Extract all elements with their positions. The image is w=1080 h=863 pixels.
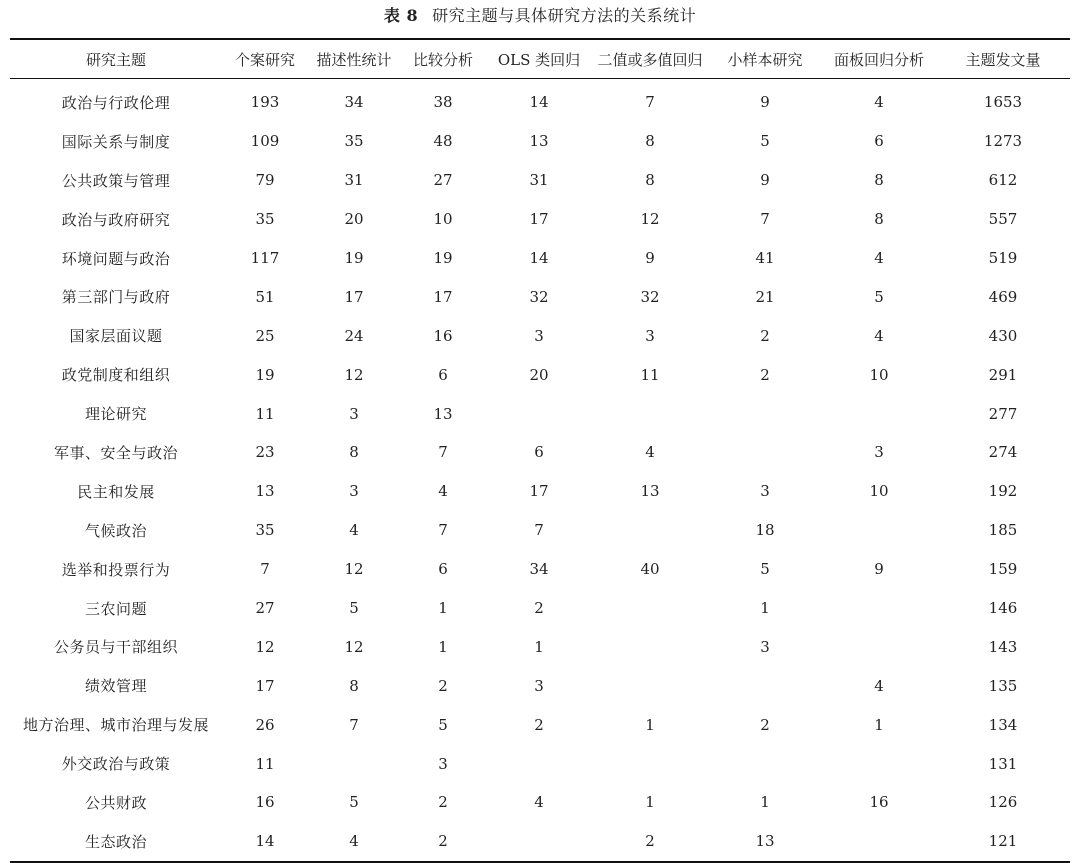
total-cell: 143 (988, 637, 1018, 656)
small-sample-cell: 3 (760, 637, 770, 656)
table-row (10, 394, 1070, 433)
descriptive-stats-cell: 12 (344, 560, 364, 579)
total-cell: 192 (988, 482, 1018, 501)
ols-cell (486, 744, 592, 783)
binary-multi-cell: 12 (640, 210, 660, 229)
descriptive-stats-cell: 7 (349, 715, 359, 734)
column-header-ols: OLS 类回归 (497, 50, 581, 69)
topic-cell: 绩效管理 (84, 677, 147, 696)
case-study-cell: 25 (255, 326, 275, 345)
ols-cell: 32 (529, 287, 549, 306)
header-row (10, 39, 1070, 79)
binary-multi-cell: 2 (645, 832, 655, 851)
table-row (10, 161, 1070, 200)
table-row (10, 122, 1070, 161)
binary-multi-cell: 3 (645, 326, 655, 345)
comparative-cell: 6 (438, 365, 448, 384)
descriptive-stats-cell: 12 (344, 365, 364, 384)
descriptive-stats-cell: 35 (344, 132, 364, 151)
descriptive-stats-cell: 8 (349, 676, 359, 695)
binary-multi-cell: 11 (640, 365, 660, 384)
comparative-cell: 19 (433, 249, 453, 267)
table-row (10, 550, 1070, 589)
panel-cell: 4 (874, 93, 884, 112)
table-row (10, 666, 1070, 705)
table-row (10, 472, 1070, 511)
table-row (10, 705, 1070, 744)
topic-cell: 政治与行政伦理 (61, 93, 171, 112)
ols-cell: 31 (529, 171, 549, 190)
panel-cell (822, 511, 936, 550)
small-sample-cell: 2 (760, 365, 770, 384)
topic-cell: 地方治理、城市治理与发展 (22, 716, 209, 735)
case-study-cell: 17 (255, 676, 275, 695)
panel-cell: 5 (874, 287, 884, 306)
topic-cell: 公务员与干部组织 (53, 638, 178, 657)
descriptive-stats-cell: 31 (344, 171, 364, 190)
total-cell: 134 (988, 715, 1018, 734)
ols-cell: 2 (534, 599, 544, 618)
small-sample-cell (708, 744, 822, 783)
topic-cell: 政党制度和组织 (61, 366, 171, 385)
table-caption (0, 4, 1080, 28)
panel-cell (822, 627, 936, 666)
binary-multi-cell: 9 (645, 249, 655, 267)
binary-multi-cell (592, 627, 708, 666)
topic-cell: 第三部门与政府 (61, 288, 171, 307)
panel-cell: 16 (869, 793, 889, 812)
small-sample-cell: 1 (760, 793, 770, 812)
panel-cell: 4 (874, 676, 884, 695)
table-row (10, 511, 1070, 550)
topic-cell: 环境问题与政治 (61, 249, 171, 268)
panel-cell: 8 (874, 171, 884, 190)
ols-cell: 4 (534, 793, 544, 812)
ols-cell (486, 394, 592, 433)
total-cell: 469 (988, 287, 1018, 306)
table-row (10, 627, 1070, 666)
comparative-cell: 48 (433, 132, 453, 151)
panel-cell: 9 (874, 560, 884, 579)
case-study-cell: 109 (250, 132, 280, 151)
table-row (10, 783, 1070, 822)
total-cell: 1273 (983, 132, 1023, 151)
topic-cell: 生态政治 (84, 832, 147, 851)
case-study-cell: 117 (250, 249, 280, 267)
small-sample-cell: 2 (760, 715, 770, 734)
comparative-cell: 16 (433, 326, 453, 345)
binary-multi-cell: 8 (645, 171, 655, 190)
table-row (10, 239, 1070, 278)
comparative-cell: 6 (438, 560, 448, 579)
binary-multi-cell: 4 (645, 443, 655, 462)
column-header-total: 主题发文量 (965, 50, 1041, 69)
panel-cell (822, 589, 936, 628)
total-cell: 121 (988, 832, 1018, 851)
small-sample-cell: 9 (760, 171, 770, 190)
case-study-cell: 13 (255, 482, 275, 501)
case-study-cell: 51 (255, 287, 275, 306)
ols-cell: 14 (529, 93, 549, 112)
case-study-cell: 23 (255, 443, 275, 462)
topic-cell: 国家层面议题 (69, 327, 163, 346)
descriptive-stats-cell: 34 (344, 93, 364, 112)
panel-cell (822, 744, 936, 783)
topic-cell: 公共政策与管理 (61, 171, 171, 190)
small-sample-cell: 3 (760, 482, 770, 501)
binary-multi-cell: 13 (640, 482, 660, 501)
case-study-cell: 11 (255, 404, 275, 423)
comparative-cell: 5 (438, 715, 448, 734)
comparative-cell: 2 (438, 676, 448, 695)
small-sample-cell: 5 (760, 560, 770, 579)
panel-cell: 4 (874, 326, 884, 345)
topic-cell: 政治与政府研究 (61, 210, 171, 229)
topic-cell: 民主和发展 (77, 482, 155, 501)
ols-cell: 20 (529, 365, 549, 384)
ols-cell (486, 822, 592, 862)
topic-cell: 理论研究 (84, 405, 147, 424)
total-cell: 274 (988, 443, 1018, 462)
total-cell: 519 (988, 249, 1018, 267)
binary-multi-cell: 32 (640, 287, 660, 306)
topic-cell: 气候政治 (84, 521, 147, 540)
small-sample-cell: 5 (760, 132, 770, 151)
comparative-cell: 13 (433, 404, 453, 423)
column-header-small-sample: 小样本研究 (727, 50, 803, 69)
descriptive-stats-cell: 8 (349, 443, 359, 462)
total-cell: 1653 (983, 93, 1023, 112)
panel-cell: 10 (869, 482, 889, 501)
total-cell: 430 (988, 326, 1018, 345)
case-study-cell: 19 (255, 365, 275, 384)
table-row (10, 316, 1070, 355)
total-cell: 159 (988, 560, 1018, 579)
binary-multi-cell (592, 394, 708, 433)
panel-cell: 8 (874, 210, 884, 229)
binary-multi-cell: 1 (645, 793, 655, 812)
topic-cell: 选举和投票行为 (61, 560, 171, 579)
comparative-cell: 17 (433, 287, 453, 306)
table-caption-title: 研究主题与具体研究方法的关系统计 (432, 6, 697, 25)
descriptive-stats-cell: 24 (344, 326, 364, 345)
comparative-cell: 7 (438, 521, 448, 540)
ols-cell: 6 (534, 443, 544, 462)
case-study-cell: 26 (255, 715, 275, 734)
case-study-cell: 16 (255, 793, 275, 812)
ols-cell: 14 (529, 249, 549, 267)
descriptive-stats-cell: 17 (344, 287, 364, 306)
total-cell: 612 (988, 171, 1018, 190)
total-cell: 557 (988, 210, 1018, 229)
panel-cell: 10 (869, 365, 889, 384)
case-study-cell: 79 (255, 171, 275, 190)
panel-cell: 3 (874, 443, 884, 462)
topic-cell: 外交政治与政策 (61, 755, 171, 774)
ols-cell: 17 (529, 210, 549, 229)
ols-cell: 2 (534, 715, 544, 734)
column-header-binary-multi: 二值或多值回归 (597, 50, 703, 69)
column-header-topic: 研究主题 (85, 50, 146, 69)
binary-multi-cell: 8 (645, 132, 655, 151)
descriptive-stats-cell: 4 (349, 832, 359, 851)
binary-multi-cell: 40 (640, 560, 660, 579)
table-row (10, 79, 1070, 122)
panel-cell: 1 (874, 715, 884, 734)
table-row (10, 744, 1070, 783)
case-study-cell: 35 (255, 210, 275, 229)
comparative-cell: 27 (433, 171, 453, 190)
case-study-cell: 14 (255, 832, 275, 851)
descriptive-stats-cell: 12 (344, 637, 364, 656)
comparative-cell: 3 (438, 754, 448, 773)
case-study-cell: 12 (255, 637, 275, 656)
table-row (10, 277, 1070, 316)
case-study-cell: 27 (255, 599, 275, 618)
table-row (10, 822, 1070, 862)
total-cell: 291 (988, 365, 1018, 384)
small-sample-cell: 1 (760, 599, 770, 618)
table-caption-label: 表 8 (383, 6, 419, 25)
small-sample-cell: 7 (760, 210, 770, 229)
column-header-case-study: 个案研究 (234, 50, 295, 69)
column-header-descriptive-stats: 描述性统计 (316, 50, 392, 69)
small-sample-cell: 2 (760, 326, 770, 345)
ols-cell: 17 (529, 482, 549, 501)
panel-cell (822, 822, 936, 862)
small-sample-cell: 18 (755, 521, 775, 540)
table-row (10, 433, 1070, 472)
ols-cell: 1 (534, 637, 544, 656)
case-study-cell: 11 (255, 754, 275, 773)
table-row (10, 355, 1070, 394)
descriptive-stats-cell: 5 (349, 793, 359, 812)
descriptive-stats-cell: 3 (349, 404, 359, 423)
table-row (10, 589, 1070, 628)
table-row (10, 200, 1070, 239)
descriptive-stats-cell (308, 744, 400, 783)
small-sample-cell: 21 (755, 287, 775, 306)
binary-multi-cell (592, 589, 708, 628)
descriptive-stats-cell: 3 (349, 482, 359, 501)
comparative-cell: 1 (438, 637, 448, 656)
small-sample-cell (708, 433, 822, 472)
ols-cell: 34 (529, 560, 549, 579)
total-cell: 146 (988, 599, 1018, 618)
descriptive-stats-cell: 20 (344, 210, 364, 229)
descriptive-stats-cell: 19 (344, 249, 364, 267)
total-cell: 126 (988, 793, 1018, 812)
table-body (10, 79, 1070, 862)
panel-cell (822, 394, 936, 433)
comparative-cell: 7 (438, 443, 448, 462)
comparative-cell: 1 (438, 599, 448, 618)
column-header-comparative: 比较分析 (412, 50, 473, 69)
comparative-cell: 4 (438, 482, 448, 501)
small-sample-cell: 13 (755, 832, 775, 851)
small-sample-cell: 41 (755, 249, 775, 267)
binary-multi-cell (592, 744, 708, 783)
comparative-cell: 2 (438, 793, 448, 812)
ols-cell: 3 (534, 676, 544, 695)
ols-cell: 7 (534, 521, 544, 540)
binary-multi-cell: 7 (645, 93, 655, 112)
descriptive-stats-cell: 4 (349, 521, 359, 540)
ols-cell: 13 (529, 132, 549, 151)
total-cell: 135 (988, 676, 1018, 695)
comparative-cell: 10 (433, 210, 453, 229)
topic-cell: 三农问题 (84, 599, 147, 618)
binary-multi-cell: 1 (645, 715, 655, 734)
topic-cell: 军事、安全与政治 (53, 443, 178, 462)
ols-cell: 3 (534, 326, 544, 345)
total-cell: 185 (988, 521, 1018, 540)
binary-multi-cell (592, 666, 708, 705)
binary-multi-cell (592, 511, 708, 550)
small-sample-cell (708, 666, 822, 705)
panel-cell: 4 (874, 249, 884, 267)
small-sample-cell (708, 394, 822, 433)
case-study-cell: 193 (250, 93, 280, 112)
comparative-cell: 2 (438, 832, 448, 851)
topic-cell: 国际关系与制度 (61, 132, 171, 151)
total-cell: 277 (988, 404, 1018, 423)
statistics-table (10, 38, 1070, 863)
case-study-cell: 35 (255, 521, 275, 540)
small-sample-cell: 9 (760, 93, 770, 112)
descriptive-stats-cell: 5 (349, 599, 359, 618)
total-cell: 131 (988, 754, 1018, 773)
column-header-panel: 面板回归分析 (833, 50, 924, 69)
topic-cell: 公共财政 (84, 793, 147, 812)
comparative-cell: 38 (433, 93, 453, 112)
panel-cell: 6 (874, 132, 884, 151)
table-header (10, 39, 1070, 79)
case-study-cell: 7 (260, 560, 270, 579)
